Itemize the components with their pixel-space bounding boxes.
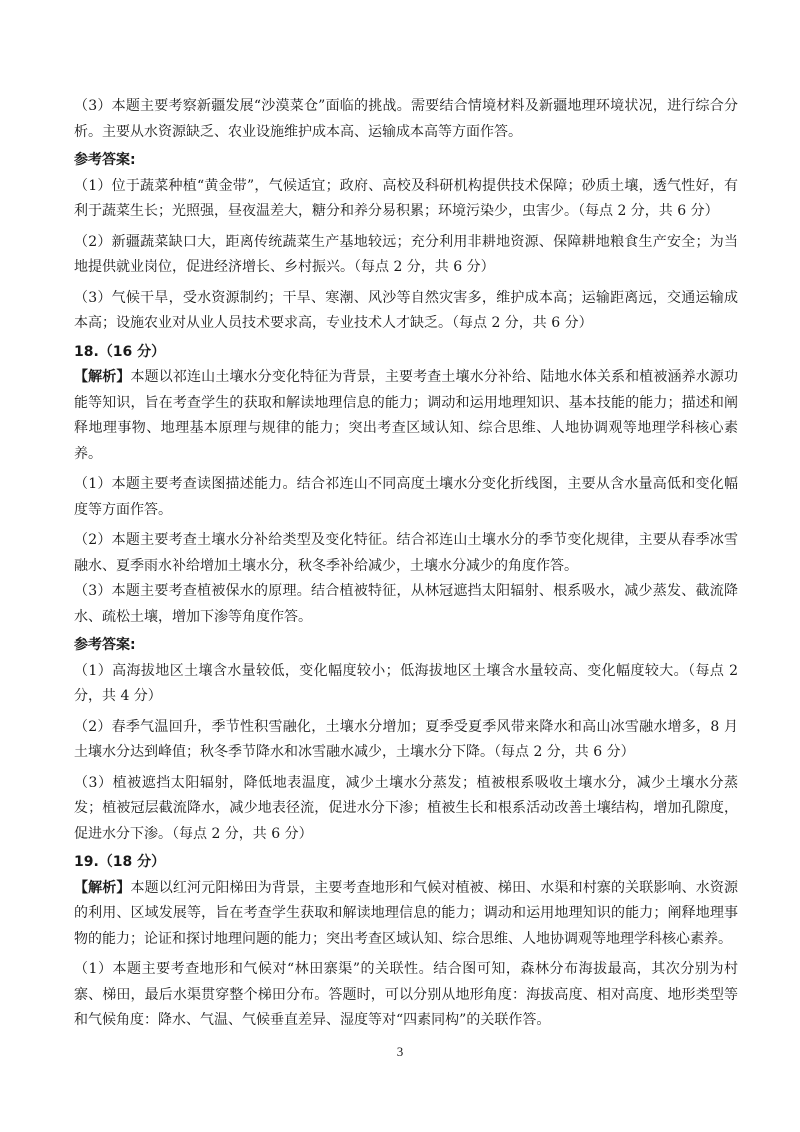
q19-analysis-label: 【解析】 <box>74 879 131 896</box>
document-body <box>74 94 738 1034</box>
q17-answer-1: （1）位于蔬菜种植“黄金带”，气候适宜；政府、高校及科研机构提供技术保障；砂质土壤，透气性好，有利于蔬菜生长；光照强，昼夜温差大，糖分和养分易积累；环境污染少，虫害少。（每点 2 分，共 6 分） <box>74 177 738 219</box>
q18-analysis-label: 【解析】 <box>74 369 131 385</box>
q18-answer-1: （1）高海拔地区土壤含水量较低，变化幅度较小；低海拔地区土壤含水量较高、变化幅度较大。（每点 2 分，共 4 分） <box>74 662 738 704</box>
q18-analysis-intro-text: 本题以祁连山土壤水分变化特征为背景，主要考查土壤水分补给、陆地水体关系和植被涵养水源功能等知识，旨在考查学生的获取和解读地理信息的能力；调动和运用地理知识、基本技能的能力；描述和阐释地理事物、地理基本原理与规律的能力；突出考查区域认知、综合思维、人地协调观等地理学科核心素养。 <box>74 369 739 462</box>
q18-answer-2: （2）春季气温回升，季节性积雪融化，土壤水分增加；夏季受夏季风带来降水和高山冰雪融水增多，8 月土壤水分达到峰值；秋冬季节降水和冰雪融水减少，土壤水分下降。（每点 2 分，共 6 分） <box>74 718 738 760</box>
q19-heading: 19.（18 分） <box>74 854 166 870</box>
q19-analysis-intro <box>74 876 738 953</box>
q17-analysis-3: （3）本题主要考察新疆发展“沙漠菜仓”面临的挑战。需要结合情境材料及新疆地理环境状况，进行综合分析。主要从水资源缺乏、农业设施维护成本高、运输成本高等方面作答。 <box>74 98 738 140</box>
q18-analysis-intro <box>74 365 738 467</box>
q18-analysis-2: （2）本题主要考查土壤水分补给类型及变化特征。结合祁连山土壤水分的季节变化规律，主要从春季冰雪融水、夏季雨水补给增加土壤水分，秋冬季补给减少，土壤水分减少的角度作答。 <box>74 532 738 574</box>
q18-analysis-3: （3）本题主要考查植被保水的原理。结合植被特征，从林冠遮挡太阳辐射、根系吸水，减少蒸发、截流降水、疏松土壤，增加下渗等角度作答。 <box>74 583 738 625</box>
q19-analysis-intro-text: 本题以红河元阳梯田为背景，主要考查地形和气候对植被、梯田、水渠和村寨的关联影响、水资源的利用、区域发展等，旨在考查学生获取和解读地理信息的能力；调动和运用地理知识的能力；阐释地理事物的能力；论证和探讨地理问题的能力；突出考查区域认知、综合思维、人地协调观等地理学科核心素养。 <box>74 879 739 947</box>
q17-answer-2: （2）新疆蔬菜缺口大，距离传统蔬菜生产基地较远；充分利用非耕地资源、保障耕地粮食生产安全；为当地提供就业岗位，促进经济增长、乡村振兴。（每点 2 分，共 6 分） <box>74 233 738 275</box>
q18-answer-3: （3）植被遮挡太阳辐射，降低地表温度，减少土壤水分蒸发；植被根系吸收土壤水分，减少土壤水分蒸发；植被冠层截流降水，减少地表径流，促进水分下渗；植被生长和根系活动改善土壤结构，增加孔隙度，促进水分下渗。（每点 2 分，共 6 分） <box>74 774 738 842</box>
q18-answer-heading: 参考答案: <box>74 637 136 653</box>
q18-analysis-1: （1）本题主要考查读图描述能力。结合祁连山不同高度土壤水分变化折线图，主要从含水量高低和变化幅度等方面作答。 <box>74 476 738 518</box>
q17-answer-3: （3）气候干旱，受水资源制约；干旱、寒潮、风沙等自然灾害多，维护成本高；运输距离远，交通运输成本高；设施农业对从业人员技术要求高，专业技术人才缺乏。（每点 2 分，共 6 分） <box>74 289 738 331</box>
page-number: 3 <box>396 1044 404 1059</box>
q19-analysis-1: （1）本题主要考查地形和气候对“林田寨渠”的关联性。结合图可知，森林分布海拔最高，其次分别为村寨、梯田，最后水渠贯穿整个梯田分布。答题时，可以分别从地形角度：海拔高度、相对高度、地形类型等和气候角度：降水、气温、气候垂直差异、湿度等对“四素同构”的关联作答。 <box>74 961 738 1028</box>
q17-answer-heading: 参考答案: <box>74 152 136 168</box>
q18-heading: 18.（16 分） <box>74 343 166 360</box>
